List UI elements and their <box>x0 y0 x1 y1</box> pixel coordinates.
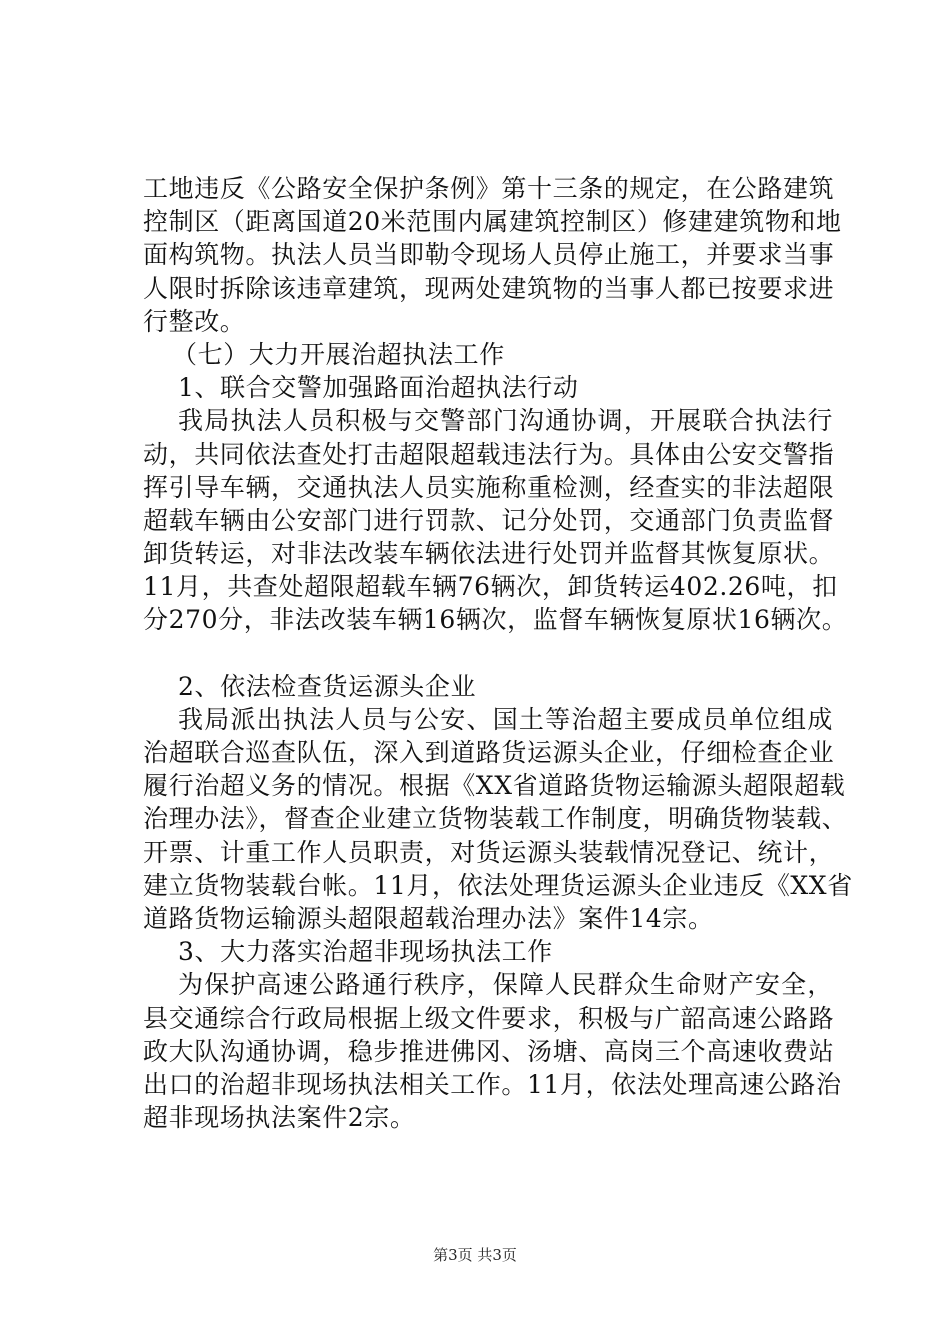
paragraph-line: 超非现场执法案件2宗。 <box>143 1103 416 1133</box>
paragraph-line: 建立货物装载台帐。11月，依法处理货运源头企业违反《XX省 <box>143 870 853 900</box>
page-number-footer: 第3页 共3页 <box>433 1246 517 1264</box>
paragraph-line: 履行治超义务的情况。根据《XX省道路货物运输源头超限超载 <box>143 771 846 801</box>
paragraph-line: 卸货转运，对非法改装车辆依法进行处罚并监督其恢复原状。 <box>143 539 835 569</box>
paragraph-line: 开票、计重工作人员职责，对货运源头装载情况登记、统计， <box>143 837 835 867</box>
paragraph-line: 我局派出执法人员与公安、国土等治超主要成员单位组成 <box>178 704 833 734</box>
paragraph-line: 我局执法人员积极与交警部门沟通协调，开展联合执法行 <box>178 406 833 436</box>
paragraph-line: 11月，共查处超限超载车辆76辆次，卸货转运402.26吨，扣 <box>143 572 838 602</box>
paragraph-line: 道路货物运输源头超限超载治理办法》案件14宗。 <box>143 903 714 933</box>
paragraph-line: 工地违反《公路安全保护条例》第十三条的规定，在公路建筑 <box>143 174 835 203</box>
paragraph-gap <box>143 637 833 670</box>
paragraph-line: 治理办法》，督查企业建立货物装载工作制度，明确货物装载、 <box>143 804 848 834</box>
paragraph-line: 行整改。 <box>143 306 246 336</box>
paragraph-line: 挥引导车辆，交通执法人员实施称重检测，经查实的非法超限 <box>143 472 835 502</box>
paragraph-line: 超载车辆由公安部门进行罚款、记分处罚，交通部门负责监督 <box>143 505 835 535</box>
paragraph-line: 出口的治超非现场执法相关工作。11月，依法处理高速公路治 <box>143 1069 842 1099</box>
paragraph-line: 为保护高速公路通行秩序，保障人民群众生命财产安全， <box>178 970 833 1000</box>
paragraph-line: 人限时拆除该违章建筑，现两处建筑物的当事人都已按要求进 <box>143 273 835 303</box>
paragraph-line: 控制区（距离国道20米范围内属建筑控制区）修建建筑物和地 <box>143 207 842 237</box>
paragraph-line: 分270分，非法改装车辆16辆次，监督车辆恢复原状16辆次。 <box>143 605 848 635</box>
subsection-heading: 3、大力落实治超非现场执法工作 <box>178 937 553 967</box>
paragraph-line: 治超联合巡查队伍，深入到道路货运源头企业，仔细检查企业 <box>143 738 835 767</box>
document-body <box>143 172 853 1134</box>
paragraph-line: 面构筑物。执法人员当即勒令现场人员停止施工，并要求当事 <box>143 240 835 270</box>
section-heading: （七）大力开展治超执法工作 <box>172 339 505 369</box>
subsection-heading: 2、依法检查货运源头企业 <box>178 671 477 701</box>
paragraph-line: 动，共同依法查处打击超限超载违法行为。具体由公安交警指 <box>143 439 835 469</box>
paragraph-line: 政大队沟通协调，稳步推进佛冈、汤塘、高岗三个高速收费站 <box>143 1036 835 1066</box>
subsection-heading: 1、联合交警加强路面治超执法行动 <box>178 373 579 403</box>
paragraph-line: 县交通综合行政局根据上级文件要求，积极与广韶高速公路路 <box>143 1003 835 1033</box>
